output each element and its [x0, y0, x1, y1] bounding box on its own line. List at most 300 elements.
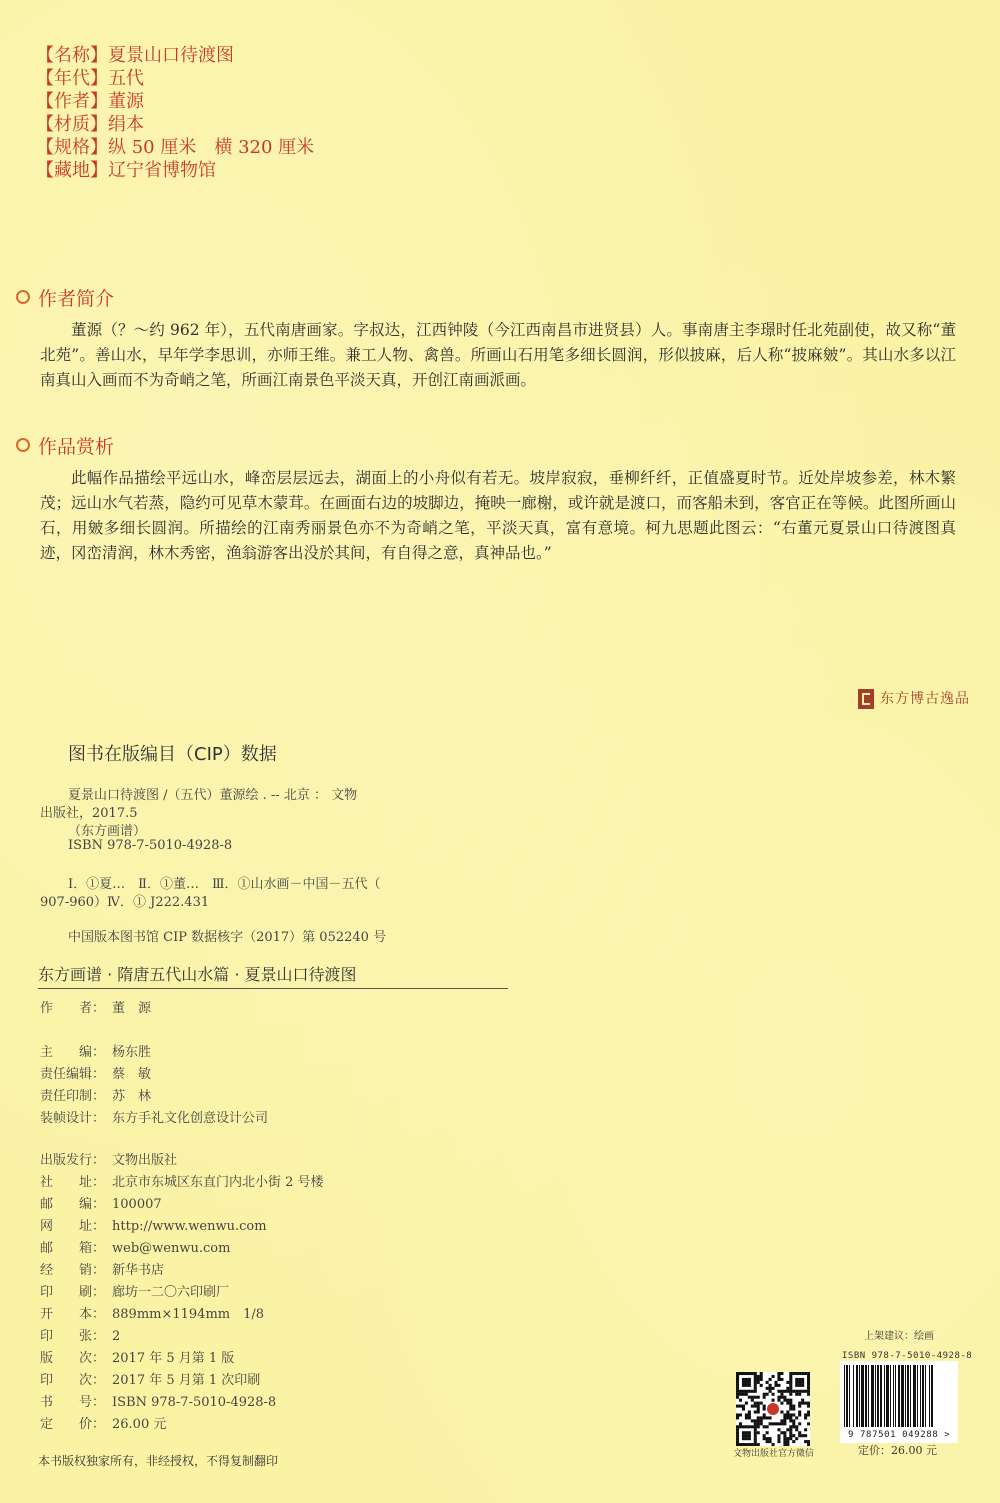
qr-module: [795, 1372, 798, 1375]
cip-line: （东方画谱）: [68, 824, 147, 839]
qr-module: [742, 1434, 745, 1437]
credit-label: 经 销：: [40, 1263, 106, 1278]
qr-module: [780, 1372, 783, 1375]
qr-module: [807, 1378, 810, 1381]
credit-value: 蔡 敏: [112, 1067, 152, 1082]
qr-module: [769, 1437, 772, 1440]
qr-module: [751, 1425, 754, 1428]
qr-module: [798, 1413, 801, 1416]
credit-line: [40, 1173, 324, 1193]
info-label: 【名称】: [36, 45, 108, 66]
qr-module: [801, 1399, 804, 1402]
info-value: 绢本: [108, 114, 144, 135]
qr-module: [769, 1416, 772, 1419]
qr-module: [757, 1422, 760, 1425]
qr-module: [798, 1402, 801, 1405]
qr-module: [786, 1410, 789, 1413]
qr-module: [792, 1390, 795, 1393]
qr-module: [777, 1390, 780, 1393]
info-row: [36, 136, 314, 159]
qr-module: [798, 1381, 801, 1384]
qr-module: [774, 1381, 777, 1384]
credit-label: 网 址：: [40, 1219, 106, 1234]
qr-module: [754, 1372, 757, 1375]
qr-module: [783, 1396, 786, 1399]
qr-module: [789, 1384, 792, 1387]
credit-line: [40, 1043, 151, 1063]
qr-module: [807, 1393, 810, 1396]
qr-module: [742, 1381, 745, 1384]
barcode-bar: [884, 1365, 885, 1427]
qr-module: [754, 1437, 757, 1440]
qr-module: [757, 1381, 760, 1384]
barcode-bar: [920, 1365, 921, 1427]
qr-module: [780, 1431, 783, 1434]
barcode-bar: [865, 1365, 867, 1427]
cip-line: ISBN 978-7-5010-4928-8: [68, 838, 233, 853]
barcode-bar: [871, 1365, 874, 1427]
qr-module: [780, 1422, 783, 1425]
qr-module: [748, 1413, 751, 1416]
qr-module: [786, 1402, 789, 1405]
credit-value: ISBN 978-7-5010-4928-8: [112, 1395, 277, 1410]
qr-module: [766, 1431, 769, 1434]
qr-module: [757, 1402, 760, 1405]
qr-module: [757, 1378, 760, 1381]
qr-module: [769, 1422, 772, 1425]
credit-value: 2017 年 5 月第 1 次印刷: [112, 1373, 261, 1388]
info-label: 【规格】: [36, 137, 108, 158]
artwork-info: [36, 44, 314, 182]
qr-module: [798, 1410, 801, 1413]
qr-module: [801, 1402, 804, 1405]
barcode-bar: [931, 1365, 933, 1427]
qr-module: [754, 1425, 757, 1428]
qr-module: [739, 1425, 742, 1428]
qr-module: [742, 1408, 745, 1411]
qr-module: [739, 1413, 742, 1416]
qr-module: [801, 1390, 804, 1393]
credit-label: 邮 箱：: [40, 1241, 106, 1256]
author-intro-heading-text: 作者简介: [38, 288, 115, 310]
credit-label: 装帧设计：: [40, 1111, 106, 1126]
qr-module: [783, 1416, 786, 1419]
qr-module: [783, 1399, 786, 1402]
qr-module: [736, 1393, 739, 1396]
qr-module: [783, 1431, 786, 1434]
info-row: [36, 67, 314, 90]
qr-module: [736, 1434, 739, 1437]
qr-module: [777, 1372, 780, 1375]
qr-module: [745, 1413, 748, 1416]
barcode-isbn: ISBN 978-7-5010-4928-8: [842, 1351, 973, 1361]
qr-module: [801, 1434, 804, 1437]
qr-module: [763, 1396, 766, 1399]
credit-label: 印 张：: [40, 1329, 106, 1344]
qr-module: [748, 1425, 751, 1428]
author-intro-text: 董源（？～约 962 年），五代南唐画家。字叔达，江西钟陵（今江西南昌市进贤县）人。事南唐主李璟时任北苑副使，故又称“董北苑”。善山水，早年学李思训，亦师王维。兼工人物、禽兽。所画山石用笔多细长圆润，形似披麻，后人称“披麻皴”。其山水多以江南真山入画而不为奇峭之笔，所画江南景色平淡天真，开创江南画派画。: [40, 321, 956, 389]
barcode-bar: [877, 1365, 879, 1427]
qr-module: [804, 1440, 807, 1443]
credit-line: [40, 1109, 268, 1129]
qr-module: [804, 1390, 807, 1393]
qr-module: [748, 1437, 751, 1440]
qr-module: [792, 1422, 795, 1425]
qr-module: [789, 1428, 792, 1431]
qr-module: [763, 1413, 766, 1416]
qr-module: [736, 1425, 739, 1428]
qr-module: [742, 1425, 745, 1428]
qr-module: [789, 1399, 792, 1402]
credit-value: 2017 年 5 月第 1 版: [112, 1351, 235, 1366]
qr-module: [801, 1378, 804, 1381]
qr-module: [736, 1437, 739, 1440]
shelf-suggestion: 上架建议：绘画: [864, 1331, 934, 1342]
qr-module: [763, 1416, 766, 1419]
qr-module: [754, 1384, 757, 1387]
qr-module: [745, 1402, 748, 1405]
barcode-digits: 9 787501 049288 >: [848, 1430, 951, 1440]
qr-module: [745, 1425, 748, 1428]
qr-code[interactable]: [736, 1372, 810, 1446]
qr-module: [795, 1425, 798, 1428]
qr-module: [742, 1393, 745, 1396]
qr-module: [754, 1440, 757, 1443]
qr-module: [792, 1440, 795, 1443]
info-row: [36, 90, 314, 113]
credit-label: 社 址：: [40, 1175, 106, 1190]
barcode-bar: [875, 1365, 876, 1427]
qr-module: [798, 1384, 801, 1387]
qr-module: [742, 1378, 745, 1381]
qr-module: [772, 1375, 775, 1378]
info-value: 夏景山口待渡图: [108, 45, 234, 66]
qr-module: [736, 1413, 739, 1416]
qr-module: [757, 1396, 760, 1399]
qr-module: [789, 1425, 792, 1428]
qr-module: [742, 1405, 745, 1408]
info-label: 【作者】: [36, 91, 108, 112]
barcode-bar: [922, 1365, 924, 1427]
info-value: 五代: [108, 68, 144, 89]
qr-module: [736, 1431, 739, 1434]
qr-module: [751, 1405, 754, 1408]
qr-module: [763, 1437, 766, 1440]
credit-value: 苏 林: [112, 1089, 152, 1104]
qr-module: [760, 1416, 763, 1419]
qr-module: [742, 1431, 745, 1434]
qr-module: [772, 1387, 775, 1390]
qr-module: [736, 1440, 739, 1443]
barcode-bar: [856, 1365, 858, 1427]
qr-module: [760, 1372, 763, 1375]
credit-value: 董 源: [112, 1001, 152, 1016]
qr-module: [795, 1381, 798, 1384]
qr-module: [780, 1390, 783, 1393]
cip-line: 夏景山口待渡图 /（五代）董源绘 . -- 北京 ： 文物: [68, 788, 358, 803]
qr-module: [766, 1387, 769, 1390]
qr-module: [766, 1381, 769, 1384]
credit-line: [40, 1087, 151, 1107]
barcode-bar: [859, 1365, 860, 1427]
qr-module: [795, 1378, 798, 1381]
qr-module: [783, 1422, 786, 1425]
qr-module: [789, 1393, 792, 1396]
barcode-bar: [925, 1365, 926, 1427]
barcode-bar: [861, 1365, 864, 1427]
qr-caption: 文物出版社官方微信: [733, 1449, 815, 1459]
barcode-bar: [929, 1365, 930, 1427]
info-value: 纵 50 厘米 横 320 厘米: [108, 137, 315, 158]
barcode-bar: [886, 1365, 889, 1427]
qr-module: [742, 1437, 745, 1440]
barcode-bar: [895, 1365, 896, 1427]
qr-module: [754, 1434, 757, 1437]
qr-module: [807, 1387, 810, 1390]
appreciation-heading: [16, 434, 114, 460]
credit-label: 主 编：: [40, 1045, 106, 1060]
qr-module: [766, 1416, 769, 1419]
qr-module: [777, 1422, 780, 1425]
qr-module: [754, 1390, 757, 1393]
qr-module: [739, 1422, 742, 1425]
qr-module: [748, 1410, 751, 1413]
credit-value: 889mm×1194mm 1/8: [112, 1307, 265, 1322]
credit-line: [40, 1065, 151, 1085]
qr-module: [742, 1372, 745, 1375]
barcode-bar: [917, 1365, 918, 1427]
barcode-bar: [907, 1365, 909, 1427]
qr-module: [754, 1375, 757, 1378]
qr-module: [792, 1425, 795, 1428]
qr-module: [769, 1390, 772, 1393]
qr-module: [807, 1372, 810, 1375]
qr-module: [751, 1419, 754, 1422]
qr-module: [798, 1422, 801, 1425]
qr-module: [792, 1413, 795, 1416]
credit-line: [40, 1371, 260, 1391]
qr-module: [777, 1440, 780, 1443]
qr-module: [739, 1390, 742, 1393]
credit-value: 廊坊一二〇六印刷厂: [112, 1285, 230, 1300]
qr-module: [736, 1372, 739, 1375]
credit-label: 责任印制：: [40, 1089, 106, 1104]
credit-label: 出版发行：: [40, 1153, 106, 1168]
qr-module: [780, 1378, 783, 1381]
credit-line: [40, 1415, 166, 1435]
qr-module: [786, 1440, 789, 1443]
qr-module: [789, 1372, 792, 1375]
qr-module: [807, 1405, 810, 1408]
info-label: 【年代】: [36, 68, 108, 89]
qr-module: [751, 1396, 754, 1399]
qr-module: [786, 1387, 789, 1390]
qr-module: [742, 1384, 745, 1387]
qr-module: [789, 1408, 792, 1411]
qr-module: [748, 1390, 751, 1393]
qr-module: [745, 1378, 748, 1381]
credit-value: 东方手礼文化创意设计公司: [112, 1111, 269, 1126]
credit-line: [40, 1305, 264, 1325]
qr-module: [739, 1405, 742, 1408]
cip-line: 中国版本图书馆 CIP 数据核字（2017）第 052240 号: [68, 930, 387, 945]
credit-line: [40, 1151, 177, 1171]
qr-module: [754, 1419, 757, 1422]
qr-module: [783, 1413, 786, 1416]
qr-module: [736, 1416, 739, 1419]
qr-module: [754, 1428, 757, 1431]
barcode-price: 定价：26.00 元: [858, 1444, 937, 1457]
credit-label: 版 次：: [40, 1351, 106, 1366]
qr-module: [777, 1437, 780, 1440]
qr-module: [795, 1384, 798, 1387]
cip-title: 图书在版编目（CIP）数据: [68, 744, 277, 765]
copyright-notice: 本书版权独家所有，非经授权，不得复制翻印: [38, 1454, 279, 1468]
qr-module: [751, 1399, 754, 1402]
credit-value: 100007: [112, 1197, 162, 1212]
qr-module: [804, 1434, 807, 1437]
qr-module: [769, 1378, 772, 1381]
qr-module: [783, 1434, 786, 1437]
qr-module: [745, 1384, 748, 1387]
credit-line: [40, 1239, 230, 1259]
qr-module: [804, 1413, 807, 1416]
qr-module: [754, 1402, 757, 1405]
credit-label: 定 价：: [40, 1417, 106, 1432]
credit-value: 杨东胜: [112, 1045, 152, 1060]
credit-line: [40, 999, 151, 1019]
qr-module: [798, 1393, 801, 1396]
qr-module: [792, 1419, 795, 1422]
qr-module: [748, 1384, 751, 1387]
qr-module: [795, 1428, 798, 1431]
barcode-bar: [905, 1365, 906, 1427]
qr-module: [748, 1416, 751, 1419]
qr-module: [745, 1431, 748, 1434]
info-label: 【材质】: [36, 114, 108, 135]
qr-module: [780, 1419, 783, 1422]
qr-module: [754, 1431, 757, 1434]
qr-module: [754, 1422, 757, 1425]
qr-module: [742, 1390, 745, 1393]
barcode-bar: [893, 1365, 894, 1427]
qr-module: [804, 1402, 807, 1405]
circle-bullet-icon: [16, 438, 30, 452]
qr-module: [774, 1384, 777, 1387]
barcode-bar: [890, 1365, 891, 1427]
qr-module: [754, 1387, 757, 1390]
qr-module: [792, 1405, 795, 1408]
barcode-bar: [868, 1365, 869, 1427]
qr-module: [766, 1393, 769, 1396]
credit-value: 26.00 元: [112, 1417, 167, 1432]
info-row: [36, 44, 314, 67]
qr-module: [795, 1416, 798, 1419]
qr-module: [777, 1378, 780, 1381]
qr-module: [760, 1419, 763, 1422]
qr-module: [807, 1375, 810, 1378]
barcode-bar: [880, 1365, 882, 1427]
qr-center-logo-icon: [767, 1403, 779, 1415]
qr-module: [804, 1428, 807, 1431]
appreciation-heading-text: 作品赏析: [38, 436, 115, 458]
barcode-bar: [901, 1365, 904, 1427]
qr-module: [798, 1378, 801, 1381]
qr-module: [760, 1402, 763, 1405]
cip-line: Ⅰ．①夏… Ⅱ．①董… Ⅲ．①山水画－中国－五代（: [68, 877, 381, 892]
qr-module: [786, 1413, 789, 1416]
qr-module: [745, 1434, 748, 1437]
qr-module: [780, 1410, 783, 1413]
credit-value: http://www.wenwu.com: [112, 1219, 267, 1234]
qr-module: [804, 1416, 807, 1419]
qr-module: [760, 1384, 763, 1387]
credit-line: [40, 1327, 120, 1347]
qr-module: [789, 1413, 792, 1416]
qr-module: [757, 1425, 760, 1428]
qr-module: [754, 1405, 757, 1408]
qr-module: [757, 1419, 760, 1422]
qr-module: [801, 1381, 804, 1384]
info-value: 辽宁省博物馆: [108, 160, 216, 181]
qr-module: [801, 1384, 804, 1387]
credit-line: [40, 1393, 276, 1413]
qr-module: [798, 1372, 801, 1375]
credit-value: 2: [112, 1329, 121, 1344]
info-row: [36, 113, 314, 136]
qr-module: [786, 1399, 789, 1402]
qr-module: [763, 1434, 766, 1437]
qr-module: [745, 1437, 748, 1440]
info-value: 董源: [108, 91, 144, 112]
credit-line: [40, 1261, 164, 1281]
qr-module: [760, 1422, 763, 1425]
qr-module: [783, 1440, 786, 1443]
qr-module: [792, 1372, 795, 1375]
credit-value: 北京市东城区东直门内北小街 2 号楼: [112, 1175, 324, 1190]
qr-module: [789, 1390, 792, 1393]
qr-module: [786, 1381, 789, 1384]
qr-module: [736, 1405, 739, 1408]
qr-module: [777, 1428, 780, 1431]
qr-module: [807, 1390, 810, 1393]
qr-module: [757, 1416, 760, 1419]
qr-module: [748, 1378, 751, 1381]
qr-module: [783, 1437, 786, 1440]
qr-module: [792, 1408, 795, 1411]
qr-module: [757, 1410, 760, 1413]
series-title: 东方画谱 · 隋唐五代山水篇 · 夏景山口待渡图: [38, 965, 357, 984]
qr-module: [763, 1408, 766, 1411]
qr-module: [786, 1416, 789, 1419]
qr-module: [798, 1431, 801, 1434]
info-row: [36, 159, 314, 182]
credit-label: 邮 编：: [40, 1197, 106, 1212]
credit-value: 文物出版社: [112, 1153, 178, 1168]
qr-module: [789, 1402, 792, 1405]
credit-line: [40, 1217, 267, 1237]
qr-module: [807, 1413, 810, 1416]
qr-module: [745, 1372, 748, 1375]
qr-module: [736, 1396, 739, 1399]
qr-module: [745, 1381, 748, 1384]
qr-module: [748, 1396, 751, 1399]
qr-module: [769, 1384, 772, 1387]
qr-module: [789, 1431, 792, 1434]
qr-module: [754, 1396, 757, 1399]
qr-module: [807, 1422, 810, 1425]
qr-module: [751, 1390, 754, 1393]
